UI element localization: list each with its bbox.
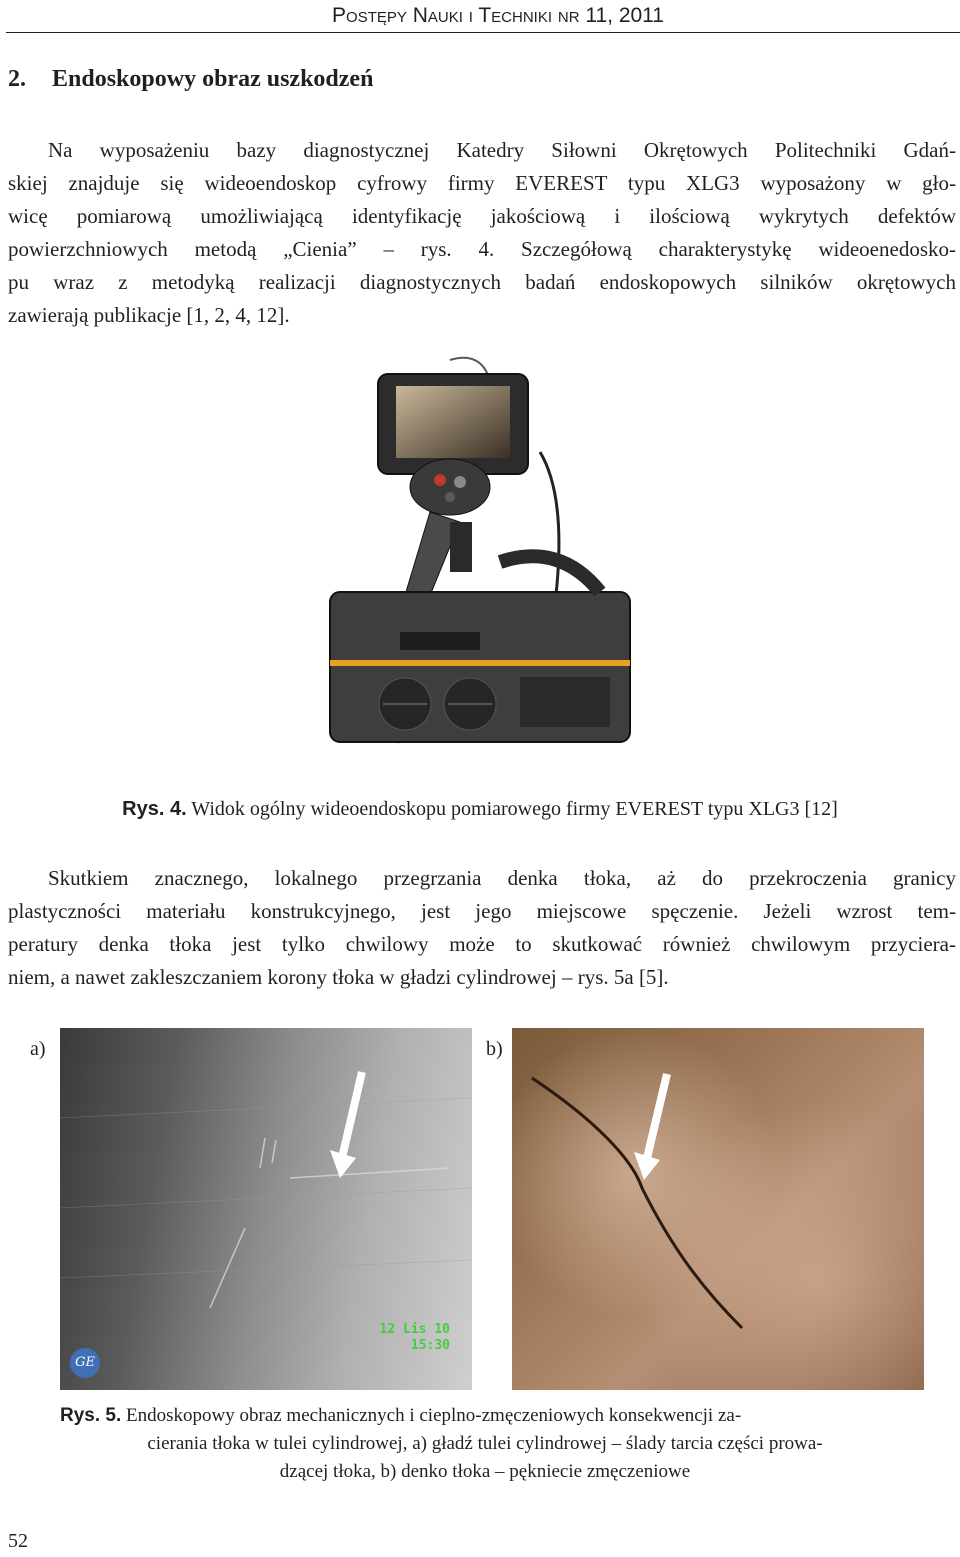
paragraph-line: plastyczności materiału konstrukcyjnego, jest jego miejscowe spęczenie. Jeżeli wzrost tem- [8,899,956,923]
piston-crown-crack [512,1028,924,1390]
arrow-icon [330,1072,362,1178]
header-rule [6,32,960,33]
arrow-icon [634,1074,667,1180]
figure-5-caption-line: Rys. 5. Endoskopowy obraz mechanicznych i cieplno-zmęczeniowych konsekwencji za- [60,1405,742,1426]
panel-b-label: b) [486,1038,503,1060]
section-title: Endoskopowy obraz uszkodzeń [52,66,374,92]
page-number: 52 [8,1530,28,1552]
paragraph-line: wicę pomiarową umożliwiającą identyfikację jakościową i ilościową wykrytych defektów [8,204,956,228]
timestamp-date: 12 Lis 10 [379,1322,450,1337]
figure-5-caption-line: cierania tłoka w tulei cylindrowej, a) gładź tulei cylindrowej – ślady tarcia części prowa- [147,1433,823,1454]
paragraph-line: Skutkiem znacznego, lokalnego przegrzania denka tłoka, aż do przekroczenia granicy [48,866,956,890]
panel-a-label: a) [30,1038,46,1060]
figure-4-photo [300,352,660,772]
paragraph-2 [8,862,956,994]
figure-4-label: Rys. 4. [122,798,187,820]
paragraph-line: Na wyposażeniu bazy diagnostycznej Katedry Siłowni Okrętowych Politechniki Gdań- [48,138,956,162]
figure-5-caption-line: dzącej tłoka, b) denko tłoka – pękniecie zmęczeniowe [279,1461,691,1482]
section-heading [8,66,373,93]
figure-5a-photo [60,1028,472,1390]
paragraph-line: niem, a nawet zakleszczaniem korony tłoka w gładzi cylindrowej – rys. 5a [5]. [8,965,669,989]
timestamp [380,1322,450,1354]
figure-4-caption [0,798,960,821]
journal-header: Postępy Nauki i Techniki nr 11, 2011 [332,4,664,27]
timestamp-time: 15:30 [410,1338,450,1353]
figure-5b-photo [512,1028,924,1390]
figure-5-caption [60,1402,910,1486]
paragraph-line: zawierają publikacje [1, 2, 4, 12]. [8,303,290,327]
ge-logo-icon: GE [70,1348,100,1378]
section-number: 2. [8,66,26,92]
paragraph-line: skiej znajduje się wideoendoskop cyfrowy firmy EVEREST typu XLG3 wyposażony w gło- [8,171,956,195]
paragraph-1 [8,134,956,332]
videoendoscope-illustration [300,352,660,772]
paragraph-line: powierzchniowych metodą „Cienia” – rys. 4. Szczegółową charakterystykę wideoenedosko- [8,237,956,261]
paragraph-line: pu wraz z metodyką realizacji diagnostycznych badań endoskopowych silników okrętowych [8,270,956,294]
figure-5-label: Rys. 5. [60,1405,122,1426]
figure-4-caption-text: Widok ogólny wideoendoskopu pomiarowego firmy EVEREST typu XLG3 [12] [186,798,838,820]
paragraph-line: peratury denka tłoka jest tylko chwilowy może to skutkować również chwilowym przyciera- [8,932,956,956]
